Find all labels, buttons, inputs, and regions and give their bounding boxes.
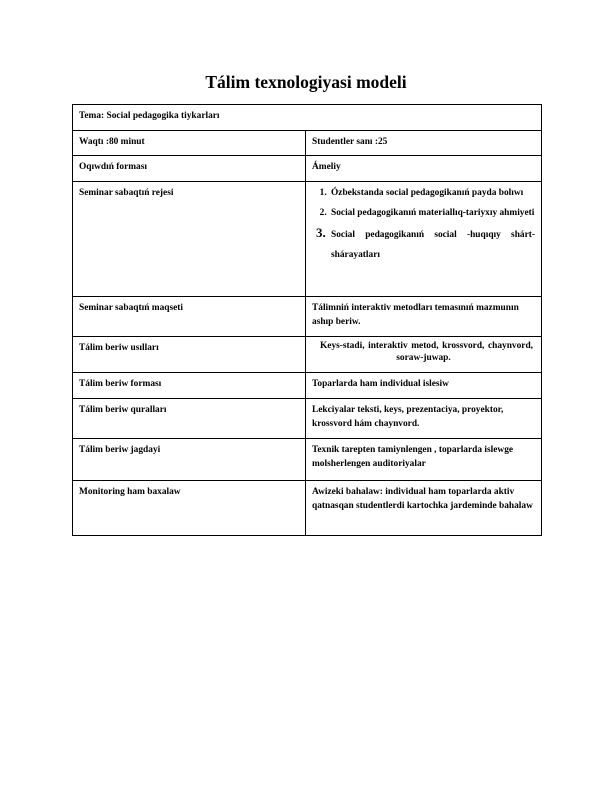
list-item: 1. Ózbekstanda social pedagogikanıń payda bolıwı <box>329 183 535 203</box>
table-row <box>73 156 542 182</box>
seminar-plan-list <box>312 183 535 265</box>
table-row <box>73 439 542 481</box>
row-value: Awizeki bahalaw: individual ham toparlarda aktiv qatnasqan studentlerdi kartochka jardeminde bahalaw <box>306 481 542 536</box>
row-value: Lekciyalar teksti, keys, prezentaciya, proyektor, krossvord hám chaynvord. <box>306 399 542 439</box>
row-value <box>306 337 542 373</box>
row-label: Tálim beriw forması <box>73 373 306 399</box>
row-label: Seminar sabaqtıń maqseti <box>73 297 306 337</box>
table-row <box>73 481 542 536</box>
row-label: Tálim beriw quralları <box>73 399 306 439</box>
row-value: Toparlarda ham individual islesiw <box>306 373 542 399</box>
table-row <box>73 373 542 399</box>
methods-text: Keys-stadi, interaktiv metod, krossvord, chaynvord, <box>320 341 534 351</box>
row-label: Oqıwdıń forması <box>73 156 306 182</box>
row-value: Texnik tarepten tamiynlengen , toparlarda islewge molsherlengen auditoriyalar <box>306 439 542 481</box>
row-value: Studentler sanı :25 <box>306 131 542 156</box>
row-label: Monitoring ham baxalaw <box>73 481 306 536</box>
list-item: 3. Social pedagogikanıń social -huqıqıy shárt-shárayatları <box>329 223 535 265</box>
row-label: Waqtı :80 minut <box>73 131 306 156</box>
row-value: Ámeliy <box>306 156 542 182</box>
row-label: Seminar sabaqtıń rejesi <box>73 182 306 297</box>
row-value <box>306 182 542 297</box>
row-label: Tálim beriw jagdayi <box>73 439 306 481</box>
table-row-topic <box>73 105 542 131</box>
table-row <box>73 337 542 373</box>
row-label: Tálim beriw usılları <box>73 337 306 373</box>
topic-cell: Tema: Social pedagogika tiykarları <box>73 105 542 131</box>
table-row <box>73 182 542 297</box>
table-row <box>73 131 542 156</box>
methods-text-end: soraw-juwap. <box>396 353 451 363</box>
lesson-plan-table <box>72 104 542 536</box>
row-value: Tálimniń interaktiv metodları temasınıń mazmunın ashıp beriw. <box>306 297 542 337</box>
list-item: 2. Social pedagogikanıń materiallıq-tariyxıy ahmiyeti <box>329 203 535 223</box>
page-title: Tálim texnologiyasi modeli <box>205 72 407 92</box>
table-row <box>73 297 542 337</box>
table-row <box>73 399 542 439</box>
